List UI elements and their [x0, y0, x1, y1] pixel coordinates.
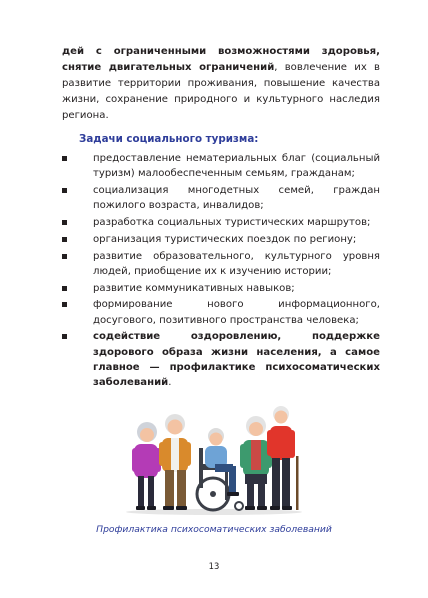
list-item: [62, 329, 380, 390]
list-item: [62, 281, 380, 296]
list-item-text: социализация многодетных семей, граждан пожилого возраста, инвалидов;: [93, 185, 380, 212]
list-item-end: .: [168, 377, 172, 388]
intro-paragraph: [62, 44, 380, 124]
list-item-text: формирование нового информационного, досугового, позитивного пространства человека;: [93, 299, 380, 326]
list-item: [62, 215, 380, 230]
man-wheelchair-figure: [205, 428, 239, 496]
list-item-text: содействие оздоровлению, поддержке здорового образа жизни населения, а самое главное — профилактике психосоматических заболеваний: [93, 331, 380, 388]
bullet-icon: [62, 220, 67, 225]
list-item-text: разработка социальных туристических маршрутов;: [93, 217, 371, 228]
list-item-text: развитие коммуникативных навыков;: [93, 282, 295, 294]
bullet-icon: [62, 237, 67, 242]
elderly-people-illustration: [121, 404, 307, 516]
figure-caption: Профилактика психосоматических заболеваний: [96, 524, 332, 535]
list-item: [62, 151, 380, 181]
tasks-list: [62, 151, 380, 392]
intro-bold-text: дей с ограниченными возможностями здоровья, снятие двигательных ограничений: [62, 46, 380, 73]
list-item: [62, 232, 380, 247]
bullet-icon: [62, 254, 67, 259]
bullet-icon: [62, 188, 67, 193]
list-item: [62, 297, 380, 327]
bullet-icon: [62, 302, 67, 307]
bullet-icon: [62, 334, 67, 339]
woman-green-figure: [240, 416, 272, 510]
tasks-heading: Задачи социального туризма:: [79, 133, 259, 145]
man-orange-figure: [159, 414, 191, 510]
intro-regular-text: , вовлечение их в развитие территории проживания, повышение качества жизни, сохранение природного и культурного наследия региона.: [62, 62, 380, 121]
bullet-icon: [62, 286, 67, 291]
page-number: 13: [208, 561, 220, 571]
list-item-text: развитие образовательного, культурного уровня людей, приобщение их к изучению истории;: [93, 250, 380, 277]
list-item: [62, 183, 380, 213]
list-item-text: организация туристических поездок по региону;: [93, 233, 357, 245]
list-item: [62, 249, 380, 279]
man-red-figure: [267, 406, 299, 510]
bullet-icon: [62, 156, 67, 161]
woman-purple-figure: [132, 422, 161, 510]
list-item-text: предоставление нематериальных благ (социальный туризм) малообеспеченным семьям, гражданам;: [93, 153, 380, 180]
